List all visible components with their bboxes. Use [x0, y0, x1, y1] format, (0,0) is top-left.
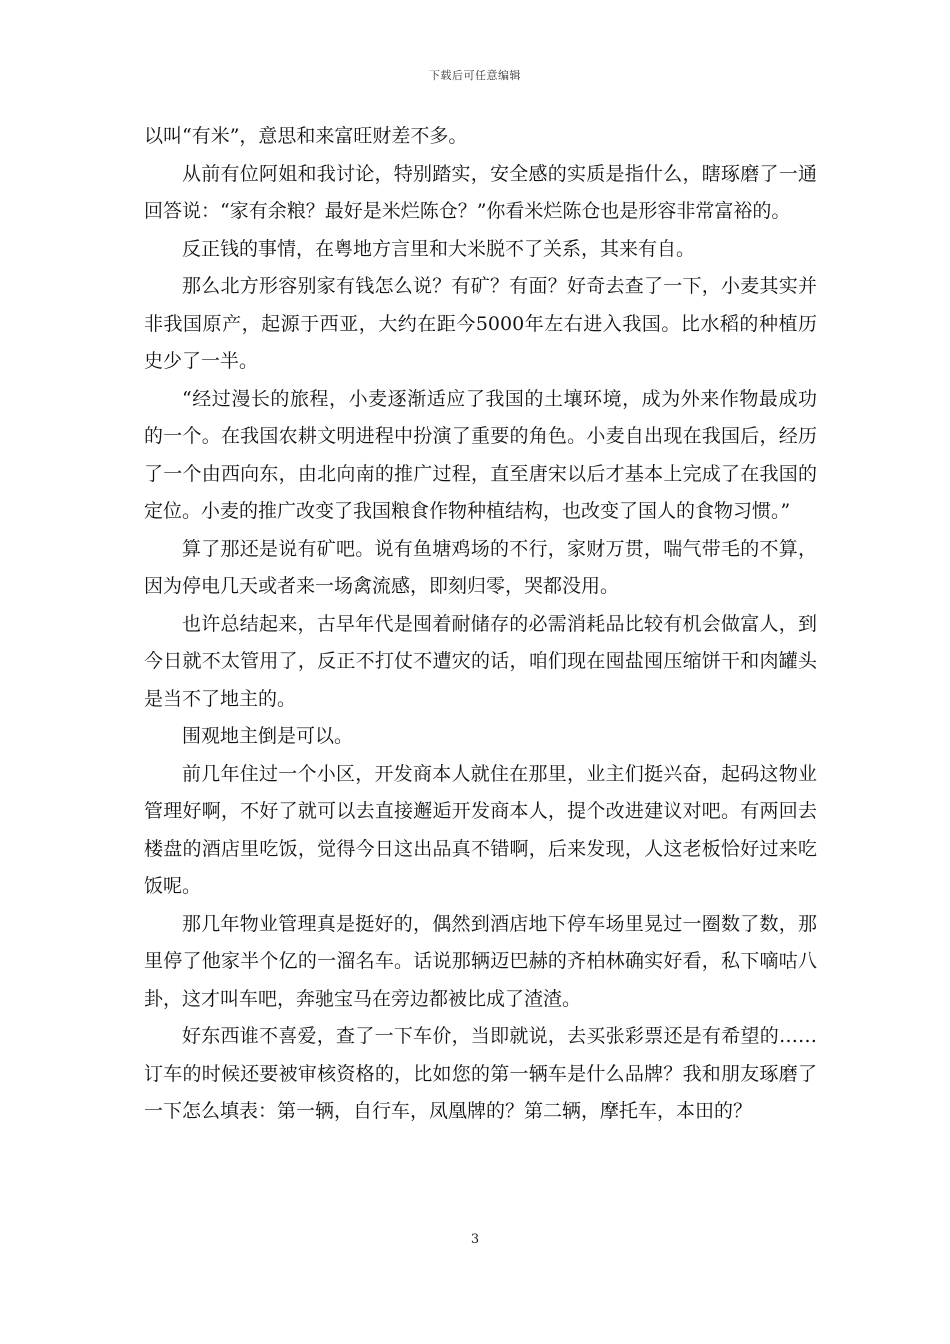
paragraph-5: “经过漫长的旅程，小麦逐渐适应了我国的土壤环境，成为外来作物最成功的一个。在我国农耕文明进程中扮演了重要的角色。小麦自出现在我国后，经历了一个由西向东，由北向南的推广过程，直至唐宋以后才基本上完成了在我国的定位。小麦的推广改变了我国粮食作物种植结构，也改变了国人的食物习惯。” — [144, 387, 817, 522]
paragraph-6: 算了那还是说有矿吧。说有鱼塘鸡场的不行，家财万贯，喘气带毛的不算，因为停电几天或者来一场禽流感，即刻归零，哭都没用。 — [144, 537, 817, 597]
paragraph-1: 以叫“有米”，意思和来富旺财差不多。 — [144, 125, 468, 147]
document-body — [144, 118, 817, 1131]
paragraph-2: 从前有位阿姐和我讨论，特别踏实，安全感的实质是指什么，瞎琢磨了一通回答说：“家有余粮？最好是米烂陈仓？”你看米烂陈仓也是形容非常富裕的。 — [144, 162, 817, 222]
paragraph-3: 反正钱的事情，在粤地方言里和大米脱不了关系，其来有自。 — [182, 237, 696, 260]
paragraph-10: 那几年物业管理真是挺好的，偶然到酒店地下停车场里晃过一圈数了数，那里停了他家半个亿的一溜名车。话说那辆迈巴赫的齐柏林确实好看，私下嘀咕八卦，这才叫车吧，奔驰宝马在旁边都被比成了渣渣。 — [144, 912, 817, 1010]
paragraph-7: 也许总结起来，古早年代是囤着耐储存的必需消耗品比较有机会做富人，到今日就不太管用了，反正不打仗不遭灾的话，咱们现在囤盐囤压缩饼干和肉罐头是当不了地主的。 — [144, 612, 817, 710]
paragraph-9: 前几年住过一个小区，开发商本人就住在那里，业主们挺兴奋，起码这物业管理好啊，不好了就可以去直接邂逅开发商本人，提个改进建议对吧。有两回去楼盘的酒店里吃饭，觉得今日这出品真不错啊，后来发现，人这老板恰好过来吃饭呢。 — [144, 762, 817, 897]
paragraph-4: 那么北方形容别家有钱怎么说？有矿？有面？好奇去查了一下，小麦其实并非我国原产，起源于西亚，大约在距今5000年左右进入我国。比水稻的种植历史少了一半。 — [144, 275, 817, 372]
paragraph-11: 好东西谁不喜爱，查了一下车价，当即就说，去买张彩票还是有希望的……订车的时候还要被审核资格的，比如您的第一辆车是什么品牌？我和朋友琢磨了一下怎么填表：第一辆，自行车，凤凰牌的？第二辆，摩托车，本田的？ — [144, 1025, 817, 1122]
page-number: 3 — [470, 1232, 480, 1247]
paragraph-8: 围观地主倒是可以。 — [182, 725, 354, 747]
page-header: 下载后可任意编辑 — [429, 69, 521, 82]
